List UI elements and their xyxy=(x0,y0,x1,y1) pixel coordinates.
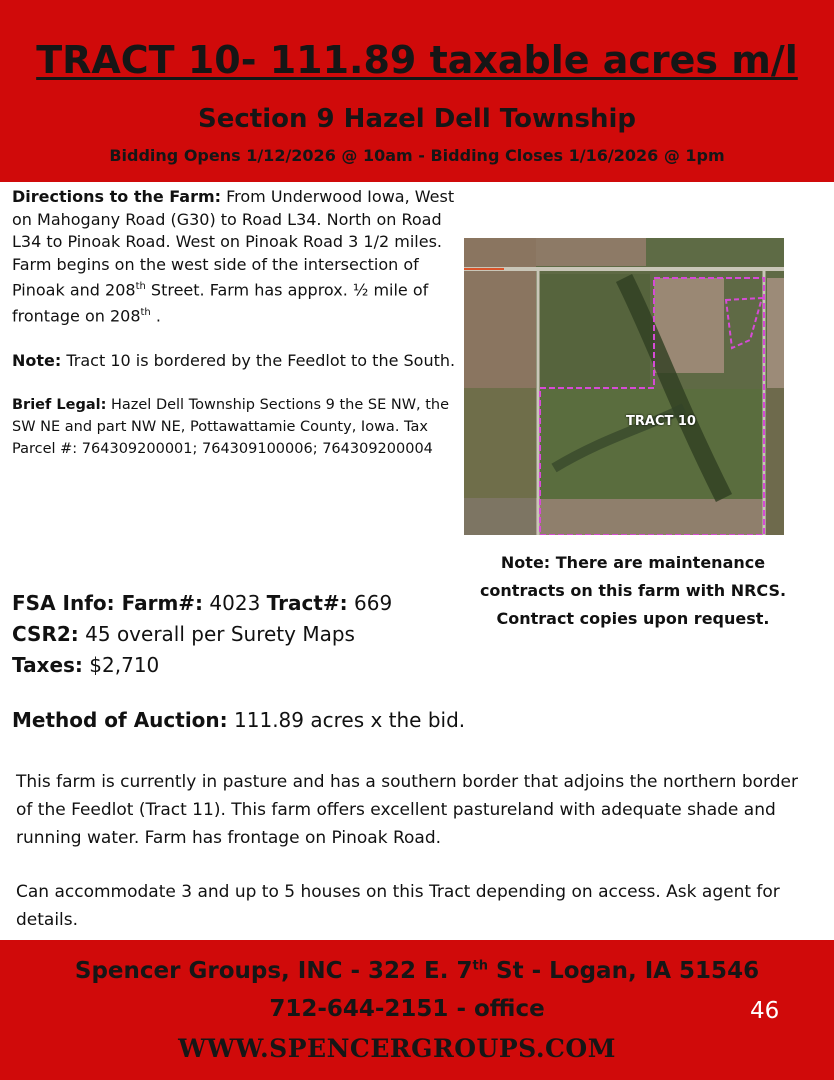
footer-phone: 712-644-2151 - office xyxy=(269,996,545,1022)
fsa-label: FSA Info: Farm#: xyxy=(12,591,204,615)
description xyxy=(16,768,816,934)
method-label: Method of Auction: xyxy=(12,708,228,732)
page-number: 46 xyxy=(750,998,780,1024)
fsa-line xyxy=(12,588,452,619)
directions-sup-b: th xyxy=(140,306,151,318)
csr-line xyxy=(12,619,452,650)
header-banner xyxy=(0,0,834,182)
note-label: Note: xyxy=(12,350,62,370)
footer-address-b: St - Logan, IA 51546 xyxy=(488,958,760,984)
footer-website: WWW.SPENCERGROUPS.COM xyxy=(178,1034,616,1063)
page-title: TRACT 10- 111.89 taxable acres m/l xyxy=(36,38,798,82)
legal-paragraph xyxy=(12,394,460,460)
note-text: Tract 10 is bordered by the Feedlot to the South. xyxy=(61,350,456,370)
fsa-farm: 4023 xyxy=(203,591,267,615)
taxes-line xyxy=(12,650,452,681)
directions-text-a: From Underwood Iowa, West on Mahogany Road (G30) to Road L34. North on Road L34 to Pinoak Road. West on Pinoak Road 3 1/2 miles. Farm begins on the west side of the intersection of Pinoak and 208 xyxy=(12,187,455,300)
description-paragraph-2: Can accommodate 3 and up to 5 houses on this Tract depending on access. Ask agent for details. xyxy=(16,882,780,930)
legal-label: Brief Legal: xyxy=(12,397,107,414)
aerial-map-image xyxy=(464,238,784,535)
method-of-auction xyxy=(12,708,812,732)
footer-address-sup: th xyxy=(472,958,488,974)
directions-sup-a: th xyxy=(135,281,146,292)
note-paragraph xyxy=(12,350,460,373)
footer-banner xyxy=(0,940,834,1080)
section-subtitle: Section 9 Hazel Dell Township xyxy=(198,104,636,134)
legal-text: Hazel Dell Township Sections 9 the SE NW, the SW NE and part NW NE, Pottawattamie County, Iowa. Tax Parcel #: 764309200001; 764309100006; 764309200004 xyxy=(12,397,450,458)
footer-address xyxy=(0,958,834,984)
directions-text-c: . xyxy=(150,306,161,326)
fsa-info xyxy=(12,588,452,681)
directions-label: Directions to the Farm: xyxy=(12,187,222,206)
csr-label: CSR2: xyxy=(12,622,79,646)
details-column xyxy=(12,186,460,460)
bidding-dates: Bidding Opens 1/12/2026 @ 10am - Bidding Closes 1/16/2026 @ 1pm xyxy=(109,146,725,165)
aerial-map xyxy=(464,238,784,535)
method-text: 111.89 acres x the bid. xyxy=(227,708,466,732)
tract-label: Tract#: xyxy=(266,591,348,615)
csr-value: 45 overall per Surety Maps xyxy=(78,622,355,646)
taxes-label: Taxes: xyxy=(12,653,83,677)
taxes-value: $2,710 xyxy=(82,653,160,677)
directions-text-b: Street. Farm has approx. ½ mile of frontage on 208 xyxy=(12,280,429,326)
tract-value: 669 xyxy=(347,591,393,615)
nrcs-note: Note: There are maintenance contracts on this farm with NRCS. Contract copies upon request. xyxy=(479,553,787,628)
map-tract-label: TRACT 10 xyxy=(626,414,696,429)
footer-address-a: Spencer Groups, INC - 322 E. 7 xyxy=(74,958,473,984)
directions-paragraph xyxy=(12,186,460,328)
description-paragraph-1: This farm is currently in pasture and has a southern border that adjoins the northern border of the Feedlot (Tract 11). This farm offers excellent pastureland with adequate shade and running water. Farm has frontage on Pinoak Road. xyxy=(16,772,798,848)
